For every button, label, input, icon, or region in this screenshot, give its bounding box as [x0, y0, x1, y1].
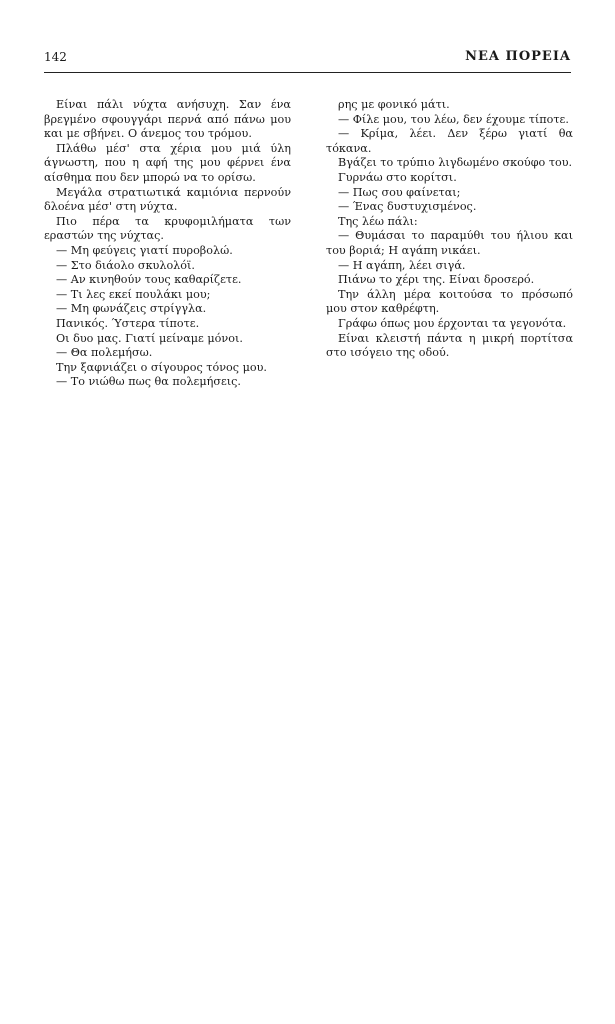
- paragraph: Είναι πάλι νύχτα ανήσυχη. Σαν ένα βρεγμένο σφουγγάρι περνά από πάνω μου και με σβήνει. Ο άνεμος του τρόμου.: [44, 98, 291, 141]
- dialogue-line: — Τι λες εκεί πουλάκι μου;: [56, 287, 211, 301]
- dialogue-line: — Αν κινηθούν τους καθαρίζετε.: [56, 273, 242, 287]
- page-header: [44, 50, 571, 70]
- header-rule: [44, 72, 571, 73]
- dialogue-line: — Φίλε μου, του λέω, δεν έχουμε τίποτε.: [338, 112, 569, 126]
- dialogue-line: — Θυμάσαι το παραμύθι του ήλιου και του βοριά; Η αγάπη νικάει.: [326, 229, 573, 257]
- paragraph: Της λέω πάλι:: [338, 214, 418, 228]
- paragraph: Μεγάλα στρατιωτικά καμιόνια περνούν δλοένα μέσ' στη νύχτα.: [44, 185, 291, 214]
- paragraph: Γυρνάω στο κορίτσι.: [338, 170, 457, 184]
- dialogue-line: — Στο διάολο σκυλολόϊ.: [56, 258, 195, 272]
- dialogue-line: — Μη φωνάζεις στρίγγλα.: [56, 302, 207, 316]
- dialogue-line: — Πως σου φαίνεται;: [338, 185, 461, 199]
- paragraph: Πλάθω μέσ' στα χέρια μου μιά ύλη άγνωστη, που η αφή της μου φέρνει ένα αίσθημα που δεν μπορώ να το ορίσω.: [44, 141, 291, 184]
- running-head: ΝΕΑ ΠΟΡΕΙΑ: [465, 49, 571, 64]
- paragraph: Πιο πέρα τα κρυφομιλήματα των εραστών της νύχτας.: [44, 214, 291, 243]
- paragraph: Την άλλη μέρα κοιτούσα το πρόσωπό μου στον καθρέφτη.: [326, 287, 573, 316]
- dialogue-line: — Θα πολεμήσω.: [56, 346, 153, 360]
- paragraph: Οι δυο μας. Γιατί μείναμε μόνοι.: [56, 331, 243, 345]
- left-column: [44, 98, 291, 998]
- dialogue-line: — Το νιώθω πως θα πολεμήσεις.: [56, 375, 241, 389]
- dialogue-line: — Μη φεύγεις γιατί πυροβολώ.: [56, 243, 233, 257]
- text-columns: [44, 98, 571, 998]
- paragraph: ρης με φονικό μάτι.: [338, 98, 450, 111]
- dialogue-line: — Κρίμα, λέει. Δεν ξέρω γιατί θα τόκανα.: [326, 127, 573, 155]
- right-column: [326, 98, 573, 998]
- paragraph: Είναι κλειστή πάντα η μικρή πορτίτσα στο ισόγειο της οδού.: [326, 331, 573, 360]
- paragraph: Βγάζει το τρύπιο λιγδωμένο σκούφο του.: [338, 156, 573, 170]
- paragraph: Πιάνω το χέρι της. Είναι δροσερό.: [338, 273, 535, 287]
- dialogue-line: — Η αγάπη, λέει σιγά.: [338, 258, 466, 272]
- paragraph: Πανικός. Ύστερα τίποτε.: [56, 316, 200, 330]
- page-number: 142: [44, 50, 67, 64]
- paragraph: Την ξαφνιάζει ο σίγουρος τόνος μου.: [56, 360, 267, 374]
- dialogue-line: — Ένας δυστυχισμένος.: [338, 200, 477, 214]
- paragraph: Γράφω όπως μου έρχονται τα γεγονότα.: [338, 316, 567, 330]
